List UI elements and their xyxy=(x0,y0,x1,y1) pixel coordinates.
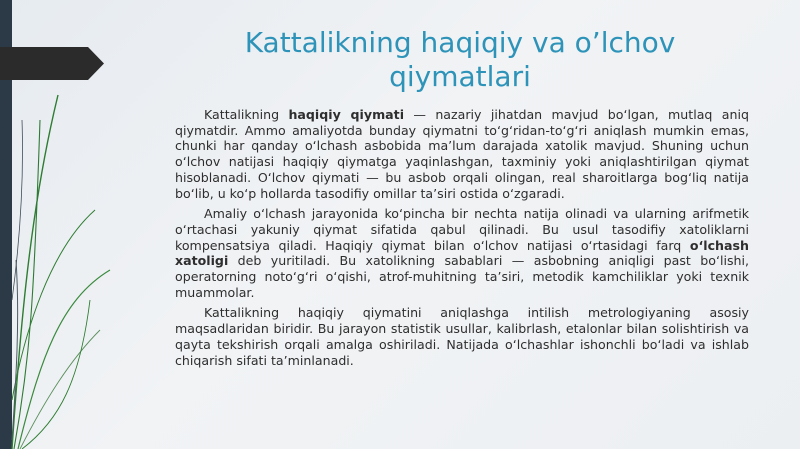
paragraph-text: Kattalikning xyxy=(204,107,289,122)
body-paragraph xyxy=(175,107,749,201)
paragraph-text: Kattalikning haqiqiy qiymatini aniqlashga intilish metrologiyaning asosiy maqsadlaridan biridir. Bu jarayon statistik usullar, kalibrlash, etalonlar bilan solishtirish va qayta tekshirish orqali amalga oshiriladi. Natijada o‘lchashlar ishonchli bo‘ladi va ishlab chiqarish sifati ta’minlanadi. xyxy=(175,305,749,368)
slide-title: Kattalikning haqiqiy va o’lchov qiymatlari xyxy=(244,26,676,93)
paragraph-text: deb yuritiladi. Bu xatolikning sabablari — asbobning aniqligi past bo‘lishi, operatorning noto‘g‘ri o‘qishi, atrof-muhitning ta’siri, metodik kamchiliklar yoki texnik muammolar. xyxy=(175,253,749,300)
paragraph-text: Amaliy o‘lchash jarayonida ko‘pincha bir nechta natija olinadi va ularning arifmetik o‘rtachasi yakuniy qiymat sifatida qabul qilinadi. Bu usul tasodifiy xatoliklarni kompensatsiya qiladi. Haqiqiy qiymat bilan o‘lchov natijasi o‘rtasidagi farq xyxy=(175,206,749,253)
body-paragraph xyxy=(175,206,749,300)
body-paragraph xyxy=(175,305,749,368)
arrow-tab-shape xyxy=(0,47,104,80)
bold-term: haqiqiy qiymati xyxy=(288,107,405,122)
bold-term: o‘lchash xatoligi xyxy=(175,237,749,269)
slide-body xyxy=(175,107,749,373)
paragraph-text: — nazariy jihatdan mavjud bo‘lgan, mutlaq aniq qiymatdir. Ammo amaliyotda bunday qiymatni to‘g‘ridan-to‘g‘ri aniqlash mumkin emas, chunki har qanday o‘lchash asbobida ma’lum darajada xatolik mavjud. Shuning uchun o‘lchov natijasi haqiqiy qiymatga yaqinlashgan, taxminiy yoki aniqlashtirilgan qiymat hisoblanadi. O‘lchov qiymati — bu asbob orqali olingan, real sharoitlarga bog‘liq natija bo‘lib, u ko‘p hollarda tasodifiy omillar ta’siri ostida o‘zgaradi. xyxy=(175,107,749,201)
